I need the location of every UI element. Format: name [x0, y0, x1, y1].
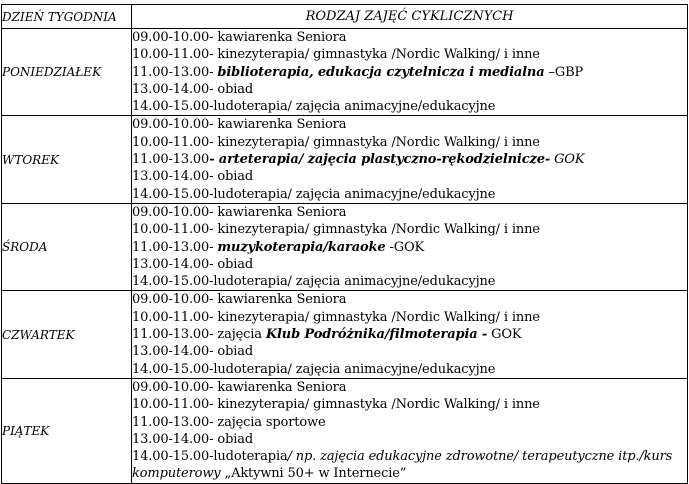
activity-text: 09.00-10.00- kawiarenka Seniora — [132, 379, 347, 395]
activity-highlight: Klub Podróżnika/filmoterapia - — [265, 327, 488, 343]
activity-line — [132, 273, 687, 290]
header-activity-types: RODZAJ ZAJĘĆ CYKLICZNYCH — [132, 5, 688, 29]
activity-line — [132, 29, 687, 46]
activity-line — [132, 414, 687, 431]
day-thursday: CZWARTEK — [2, 291, 132, 378]
activity-line — [132, 134, 687, 151]
activities-schedule-table — [1, 4, 688, 484]
activity-text: 09.00-10.00- kawiarenka Seniora — [132, 117, 347, 133]
activity-line — [132, 361, 687, 378]
activity-line — [132, 379, 687, 396]
activity-line — [132, 81, 687, 98]
day-tuesday: WTOREK — [2, 116, 132, 203]
activity-text: -GOK — [385, 239, 425, 255]
activity-text: 14.00-15.00-ludoterapia/ zajęcia animacyjne/edukacyjne — [132, 186, 496, 202]
activity-text: 11.00-13.00- zajęcia sportowe — [132, 414, 326, 430]
activity-text: –GBP — [544, 64, 584, 80]
activity-line — [132, 168, 687, 185]
activity-text: 14.00-15.00-ludoterapia/ zajęcia animacyjne/edukacyjne — [132, 274, 496, 290]
activity-line — [132, 204, 687, 221]
activity-line — [132, 46, 687, 63]
activity-text: 11.00-13.00- — [132, 239, 218, 255]
activity-line — [132, 343, 687, 360]
activities-thursday — [132, 291, 688, 378]
activity-highlight: muzykoterapia/karaoke — [217, 239, 386, 255]
table-row — [2, 378, 688, 483]
table-row — [2, 116, 688, 203]
activity-line — [132, 465, 687, 482]
activity-text: 13.00-14.00- obiad — [132, 169, 254, 185]
activity-text: 11.00-13.00 — [132, 152, 210, 168]
activity-line — [132, 186, 687, 203]
activity-text: 09.00-10.00- kawiarenka Seniora — [132, 292, 347, 308]
activity-highlight: - arteterapia/ zajęcia plastyczno-rękodzielnicze- — [209, 152, 551, 168]
activities-monday — [132, 29, 688, 116]
activity-text: 11.00-13.00- zajęcia — [132, 327, 266, 343]
table-row — [2, 203, 688, 290]
activity-text: GOK — [487, 327, 522, 343]
day-monday: PONIEDZIAŁEK — [2, 29, 132, 116]
activity-text: 09.00-10.00- kawiarenka Seniora — [132, 204, 347, 220]
activity-note: komputerowy — [132, 466, 221, 482]
activity-note: / np. zajęcia edukacyjne zdrowotne/ terapeutyczne itp./kurs — [287, 449, 673, 465]
activity-text: 13.00-14.00- obiad — [132, 81, 254, 97]
activity-text: 11.00-13.00- — [132, 64, 218, 80]
activity-text: 14.00-15.00-ludoterapia — [132, 449, 288, 465]
activity-line — [132, 448, 687, 465]
activity-text: 13.00-14.00- obiad — [132, 431, 254, 447]
activity-text: 10.00-11.00- kinezyterapia/ gimnastyka /Nordic Walking/ i inne — [132, 134, 540, 150]
activity-line — [132, 151, 687, 168]
activity-text: 14.00-15.00-ludoterapia/ zajęcia animacyjne/edukacyjne — [132, 99, 496, 115]
header-row — [2, 5, 688, 29]
activity-text: „Aktywni 50+ w Internecie” — [220, 466, 407, 482]
activity-text: 10.00-11.00- kinezyterapia/ gimnastyka /Nordic Walking/ i inne — [132, 397, 540, 413]
activity-line — [132, 291, 687, 308]
activity-line — [132, 116, 687, 133]
activity-text: 10.00-11.00- kinezyterapia/ gimnastyka /Nordic Walking/ i inne — [132, 47, 540, 63]
activity-line — [132, 431, 687, 448]
activities-wednesday — [132, 203, 688, 290]
activity-line — [132, 98, 687, 115]
day-wednesday: ŚRODA — [2, 203, 132, 290]
activities-tuesday — [132, 116, 688, 203]
activity-line — [132, 64, 687, 81]
activity-text: 14.00-15.00-ludoterapia/ zajęcia animacyjne/edukacyjne — [132, 361, 496, 377]
activity-line — [132, 256, 687, 273]
activity-line — [132, 221, 687, 238]
day-friday: PIĄTEK — [2, 378, 132, 483]
activity-line — [132, 309, 687, 326]
activity-line — [132, 396, 687, 413]
activity-line — [132, 326, 687, 343]
activity-text: 10.00-11.00- kinezyterapia/ gimnastyka /Nordic Walking/ i inne — [132, 309, 540, 325]
activity-text: 13.00-14.00- obiad — [132, 344, 254, 360]
activities-friday — [132, 378, 688, 483]
header-day-of-week: DZIEŃ TYGODNIA — [2, 5, 132, 29]
table-row — [2, 29, 688, 116]
activity-text: GOK — [550, 152, 585, 168]
activity-highlight: biblioterapia, edukacja czytelnicza i medialna — [217, 64, 545, 80]
activity-text: 09.00-10.00- kawiarenka Seniora — [132, 30, 347, 45]
activity-text: 13.00-14.00- obiad — [132, 256, 254, 272]
table-row — [2, 291, 688, 378]
activity-line — [132, 239, 687, 256]
activity-text: 10.00-11.00- kinezyterapia/ gimnastyka /Nordic Walking/ i inne — [132, 222, 540, 238]
